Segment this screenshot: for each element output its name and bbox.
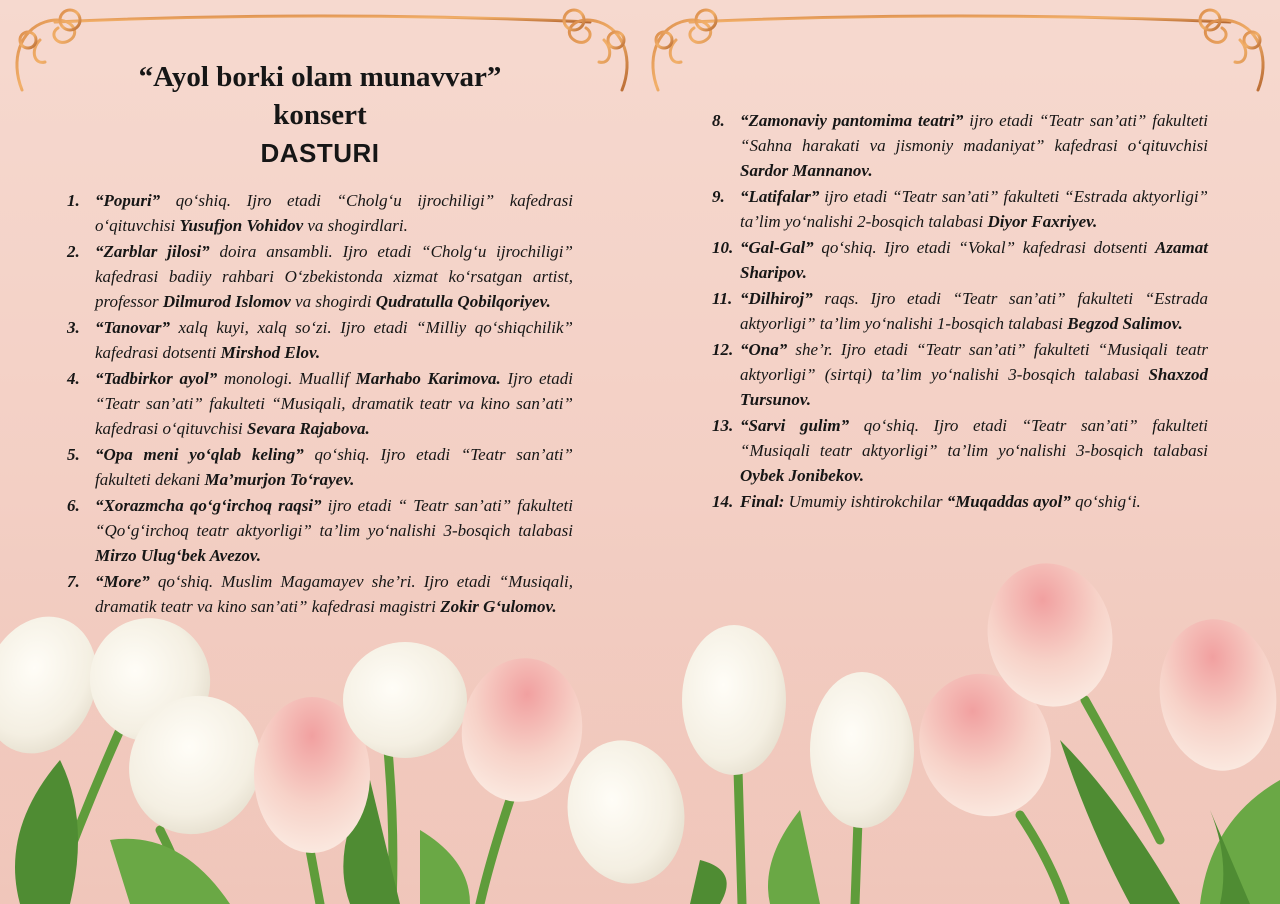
- program-item-text: va shogirdlari.: [303, 216, 408, 235]
- program-item-text: ijro etadi “ Teatr san’ati” fakulteti “Qo‘g‘irchoq teatr aktyorligi” ta’lim yo‘nalishi 3-bosqich talabasi: [95, 496, 573, 540]
- program-item-number: 12.: [712, 340, 734, 359]
- program-item-text: qo‘shig‘i.: [1070, 492, 1141, 511]
- program-item-highlight: Sardor Mannanov.: [740, 161, 873, 180]
- program-item-highlight: Zokir G‘ulomov.: [440, 597, 557, 616]
- title-line-1: “Ayol borki olam munavvar”: [138, 61, 502, 93]
- program-item: [67, 315, 573, 365]
- program-item-text: monologi. Muallif: [217, 369, 356, 388]
- program-item-highlight: “Opa meni yo‘qlab keling”: [95, 445, 304, 464]
- program-item-number: 3.: [67, 318, 80, 337]
- program-item-highlight: Sevara Rajabova.: [247, 419, 370, 438]
- program-item: [712, 108, 1208, 183]
- program-item-highlight: Diyor Faxriyev.: [987, 212, 1098, 231]
- program-item-text: qo‘shiq. Ijro etadi “Teatr san’ati” fakulteti dekani: [95, 445, 573, 489]
- program-item-highlight: Dilmurod Islomov: [162, 292, 291, 311]
- program-item: [67, 569, 573, 619]
- program-item-highlight: “Latifalar”: [740, 187, 820, 206]
- program-item-text: Umumiy ishtirokchilar: [784, 492, 947, 511]
- program-item-highlight: Begzod Salimov.: [1067, 314, 1183, 333]
- program-item: [67, 188, 573, 238]
- program-list-left: [67, 188, 573, 620]
- program-item-text: ijro etadi “Teatr san’ati” fakulteti “Sahna harakati va jismoniy madaniyat” kafedrasi o‘qituvchisi: [740, 111, 1208, 155]
- program-item-text: qo‘shiq. Muslim Magamayev she’ri. Ijro etadi “Musiqali, dramatik teatr va kino san’ati” kafedrasi magistri: [95, 572, 573, 616]
- program-item-number: 6.: [67, 496, 80, 515]
- program-item-highlight: “Xorazmcha qo‘g‘irchoq raqsi”: [95, 496, 322, 515]
- program-item-highlight: “Tadbirkor ayol”: [95, 369, 218, 388]
- program-item-number: 13.: [712, 416, 734, 435]
- program-item: [67, 493, 573, 568]
- program-item-highlight: “Muqaddas ayol”: [946, 492, 1071, 511]
- program-item-highlight: “Tanovar”: [95, 318, 170, 337]
- program-item: [712, 413, 1208, 488]
- program-item-highlight: Qudratulla Qobilqoriyev.: [375, 292, 551, 311]
- program-item-highlight: “Popuri”: [95, 191, 161, 210]
- title-line-3: DASTURI: [260, 138, 380, 168]
- program-item-text: va shogirdi: [290, 292, 376, 311]
- program-item-highlight: Azamat Sharipov.: [740, 238, 1208, 282]
- program-item-text: ijro etadi “Teatr san’ati” fakulteti “Estrada aktyorligi” ta’lim yo‘nalishi 2-bosqich talabasi: [740, 187, 1208, 231]
- program-item-highlight: “Dilhiroj”: [740, 289, 813, 308]
- tulip-white: [682, 625, 786, 775]
- program-item-highlight: “Sarvi gulim”: [740, 416, 850, 435]
- program-item-highlight: Marhabo Karimova.: [355, 369, 501, 388]
- program-item: [67, 442, 573, 492]
- program-item-highlight: Oybek Jonibekov.: [740, 466, 865, 485]
- program-item: [712, 286, 1208, 336]
- program-item-text: xalq kuyi, xalq so‘zi. Ijro etadi “Milliy qo‘shiqchilik” kafedrasi dotsenti: [95, 318, 573, 362]
- program-item-highlight: Ma’murjon To‘rayev.: [204, 470, 355, 489]
- program-item-highlight: Mirzo Ulug‘bek Avezov.: [95, 546, 262, 565]
- program-item-number: 2.: [67, 242, 80, 261]
- program-item-highlight: “Ona”: [740, 340, 788, 359]
- program-item-text: qo‘shiq. Ijro etadi “Vokal” kafedrasi dotsenti: [813, 238, 1156, 257]
- program-item: [67, 366, 573, 441]
- program-item-highlight: Final:: [740, 492, 785, 511]
- program-item-highlight: “Zarblar jilosi”: [95, 242, 210, 261]
- program-item-number: 9.: [712, 187, 725, 206]
- program-item-text: she’r. Ijro etadi “Teatr san’ati” fakulteti “Musiqali teatr aktyorligi” (sirtqi) ta’lim yo‘nalishi 3-bosqich talabasi: [740, 340, 1208, 384]
- program-item-number: 4.: [67, 369, 80, 388]
- program-item: [712, 337, 1208, 412]
- program-item: [67, 239, 573, 314]
- program-item: [712, 489, 1208, 514]
- program-item-number: 8.: [712, 111, 725, 130]
- program-item-highlight: Mirshod Elov.: [220, 343, 321, 362]
- program-item-number: 14.: [712, 492, 734, 511]
- program-item-number: 11.: [712, 289, 733, 308]
- title-line-2: konsert: [273, 99, 367, 131]
- program-item-number: 7.: [67, 572, 80, 591]
- program-item-highlight: Shaxzod Tursunov.: [740, 365, 1208, 409]
- stem: [738, 770, 742, 904]
- page-title: [60, 58, 580, 172]
- program-list-right: [712, 108, 1208, 515]
- program-item: [712, 184, 1208, 234]
- program-item-text: doira ansambli. Ijro etadi “Cholg‘u ijrochiligi” kafedrasi badiiy rahbari O‘zbekistonda xizmat ko‘rsatgan artist, professor: [95, 242, 573, 311]
- program-item-text: raqs. Ijro etadi “Teatr san’ati” fakulteti “Estrada aktyorligi” ta’lim yo‘nalishi 1-bosqich talabasi: [740, 289, 1208, 333]
- stem: [855, 820, 858, 904]
- program-item-highlight: “More”: [95, 572, 150, 591]
- program-item-highlight: “Zamonaviy pantomima teatri”: [740, 111, 964, 130]
- program-item-text: Ijro etadi “Teatr san’ati” fakulteti “Musiqali, dramatik teatr va kino san’ati” kafedrasi o‘qituvchisi: [95, 369, 574, 438]
- program-item-highlight: “Gal-Gal”: [740, 238, 814, 257]
- program-item-text: qo‘shiq. Ijro etadi “Cholg‘u ijrochiligi” kafedrasi o‘qituvchisi: [95, 191, 573, 235]
- program-item-text: qo‘shiq. Ijro etadi “Teatr san’ati” fakulteti “Musiqali teatr aktyorligi” ta’lim yo‘nalishi 3-bosqich talabasi: [740, 416, 1208, 460]
- tulip-white: [810, 672, 914, 828]
- program-item-number: 1.: [67, 191, 80, 210]
- program-item-highlight: Yusufjon Vohidov: [179, 216, 304, 235]
- program-item-number: 5.: [67, 445, 80, 464]
- program-item-number: 10.: [712, 238, 734, 257]
- tulip-white: [343, 642, 467, 758]
- program-item: [712, 235, 1208, 285]
